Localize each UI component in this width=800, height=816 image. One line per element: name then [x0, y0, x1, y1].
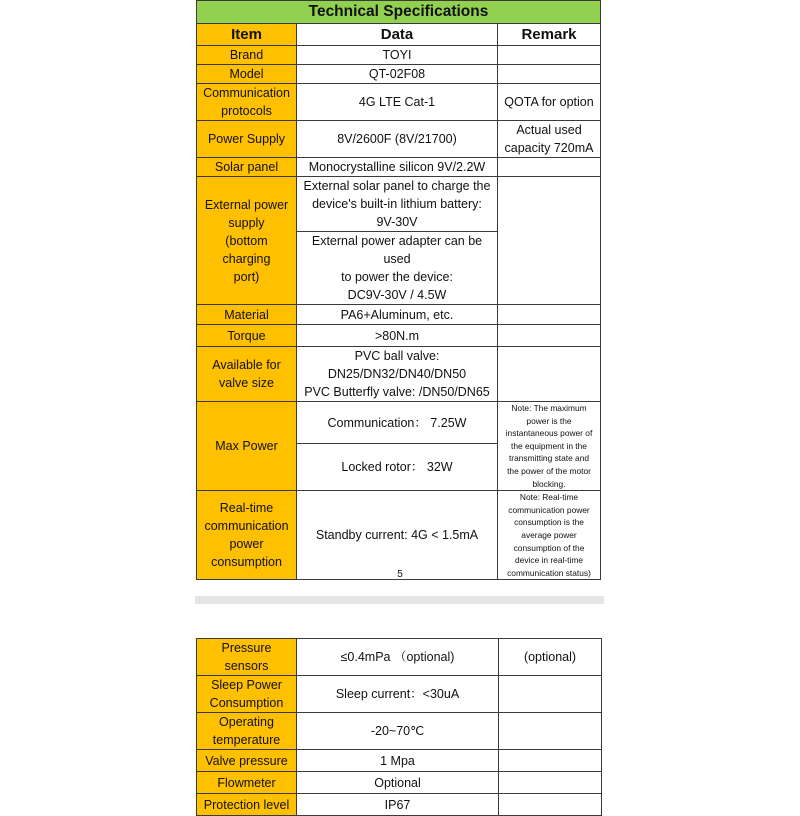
row-value: External solar panel to charge the device's built-in lithium battery: 9V-30V	[297, 177, 498, 232]
row-value: Communication： 7.25W	[297, 402, 498, 444]
row-value: QT-02F08	[297, 65, 498, 84]
row-value: External power adapter can be used to power the device: DC9V-30V / 4.5W	[297, 232, 498, 305]
table-row	[197, 46, 601, 65]
row-remark	[499, 676, 602, 713]
row-remark	[498, 46, 601, 65]
row-label: Communication protocols	[197, 84, 297, 121]
row-value: IP67	[297, 794, 499, 816]
row-remark	[499, 750, 602, 772]
row-value: PVC ball valve: DN25/DN32/DN40/DN50 PVC Butterfly valve: /DN50/DN65	[297, 347, 498, 402]
row-value: Monocrystalline silicon 9V/2.2W	[297, 158, 498, 177]
table-row	[197, 158, 601, 177]
row-label: Real-time communication power consumption	[197, 491, 297, 580]
row-label: Brand	[197, 46, 297, 65]
row-label: Available for valve size	[197, 347, 297, 402]
header-item: Item	[197, 24, 297, 46]
row-remark: Note: The maximum power is the instantaneous power of the equipment in the transmitting state and the power of the motor blocking.	[498, 402, 601, 491]
table-row	[197, 713, 602, 750]
table-row	[197, 177, 601, 232]
table-title: Technical Specifications	[197, 1, 601, 24]
row-remark	[498, 325, 601, 347]
row-remark	[498, 347, 601, 402]
row-remark	[499, 772, 602, 794]
row-remark	[498, 158, 601, 177]
row-value: 4G LTE Cat-1	[297, 84, 498, 121]
table-row	[197, 305, 601, 325]
row-label: Operating temperature	[197, 713, 297, 750]
row-label: Pressure sensors	[197, 639, 297, 676]
spec-table	[196, 0, 601, 580]
row-label: Sleep Power Consumption	[197, 676, 297, 713]
row-value: ≤0.4mPa （optional)	[297, 639, 499, 676]
row-value: Sleep current：<30uA	[297, 676, 499, 713]
header-data: Data	[297, 24, 498, 46]
row-value: >80N.m	[297, 325, 498, 347]
table-row	[197, 84, 601, 121]
page-separator	[195, 596, 604, 604]
row-label: Torque	[197, 325, 297, 347]
row-remark	[498, 65, 601, 84]
page-number: 5	[397, 569, 403, 580]
row-value: Optional	[297, 772, 499, 794]
row-label: External power supply (bottom charging port)	[197, 177, 297, 305]
table-row	[197, 121, 601, 158]
table-row	[197, 325, 601, 347]
spec-table-continued	[196, 638, 602, 816]
row-label: Max Power	[197, 402, 297, 491]
row-remark	[499, 794, 602, 816]
row-label: Solar panel	[197, 158, 297, 177]
table-row	[197, 347, 601, 402]
table-row	[197, 794, 602, 816]
row-remark: Note: Real-time communication power consumption is the average power consumption of the device in real-time communication status)	[498, 491, 601, 580]
row-remark	[498, 305, 601, 325]
header-remark: Remark	[498, 24, 601, 46]
row-remark: Actual used capacity 720mA	[498, 121, 601, 158]
row-value: TOYI	[297, 46, 498, 65]
table-row	[197, 402, 601, 444]
row-value: 1 Mpa	[297, 750, 499, 772]
row-label: Power Supply	[197, 121, 297, 158]
table-row	[197, 676, 602, 713]
row-remark: QOTA for option	[498, 84, 601, 121]
table-row	[197, 65, 601, 84]
row-remark	[499, 713, 602, 750]
table-row	[197, 491, 601, 580]
table-row	[197, 772, 602, 794]
table-row	[197, 750, 602, 772]
table-row	[197, 639, 602, 676]
row-value: Standby current: 4G < 1.5mA	[297, 491, 498, 580]
row-label: Protection level	[197, 794, 297, 816]
row-label: Material	[197, 305, 297, 325]
row-value: 8V/2600F (8V/21700)	[297, 121, 498, 158]
row-value: PA6+Aluminum, etc.	[297, 305, 498, 325]
row-remark: (optional)	[499, 639, 602, 676]
row-label: Valve pressure	[197, 750, 297, 772]
row-label: Model	[197, 65, 297, 84]
row-value: Locked rotor： 32W	[297, 444, 498, 491]
row-value: -20~70℃	[297, 713, 499, 750]
row-remark	[498, 177, 601, 305]
row-label: Flowmeter	[197, 772, 297, 794]
